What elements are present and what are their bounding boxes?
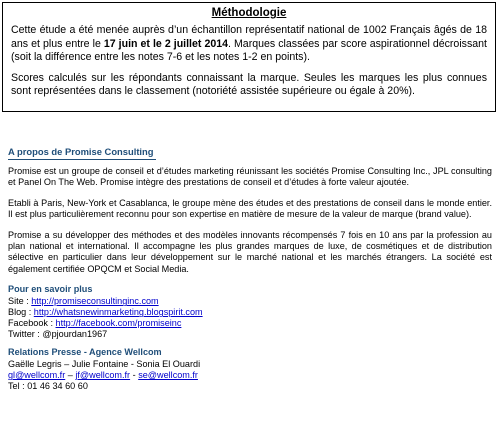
facebook-label: Facebook : bbox=[8, 318, 56, 329]
methodology-paragraph-1 bbox=[11, 24, 487, 65]
email-jf-link[interactable]: jf@wellcom.fr bbox=[75, 370, 131, 381]
more-info-title: Pour en savoir plus bbox=[8, 284, 93, 295]
site-label: Site : bbox=[8, 296, 32, 307]
facebook-line bbox=[8, 318, 492, 329]
methodology-dates: 17 juin et le 2 juillet 2014 bbox=[103, 37, 229, 50]
methodology-title: Méthodologie bbox=[211, 7, 287, 19]
separator: - bbox=[130, 370, 139, 381]
about-paragraph-3: Promise a su développer des méthodes et des modèles innovants récompensés 7 fois en 10 ans par la profession au plan national et international. Il accompagne les plus grandes marques de luxe, de cosmétiques et de distribution sélective en particulier dans leur développement sur le marché national et les marchés étrangers. La société est également certifiée OPQCM et Social Media. bbox=[8, 229, 492, 274]
title-underline bbox=[8, 159, 156, 160]
blog-label: Blog : bbox=[8, 307, 34, 318]
separator: – bbox=[65, 370, 76, 381]
about-paragraph-1: Promise est un groupe de conseil et d’études marketing réunissant les sociétés Promise Consulting Inc., JPL consulting et Panel On The Web. Promise intègre des prestations de conseil et d’études à forte valeur ajoutée. bbox=[8, 166, 492, 188]
methodology-text: . Marques classées par score aspirationnel décroissant (soit la différence entre les notes 7-6 et les notes 1-2 en points). bbox=[11, 37, 487, 63]
press-phone: Tel : 01 46 34 60 60 bbox=[8, 381, 88, 392]
about-paragraph-2: Etabli à Paris, New-York et Casablanca, le groupe mène des études et des prestations de conseil dans le monde entier. Il est plus particulièrement reconnu pour son expertise en matière de mesure de la valeur de marque (brand value). bbox=[8, 197, 492, 220]
email-se-link[interactable]: se@wellcom.fr bbox=[138, 370, 198, 381]
about-section bbox=[8, 146, 492, 392]
press-names: Gaëlle Legris – Julie Fontaine - Sonia El Ouardi bbox=[8, 359, 201, 370]
about-title: A propos de Promise Consulting bbox=[8, 146, 154, 157]
blog-line bbox=[8, 307, 492, 318]
site-line bbox=[8, 296, 492, 307]
methodology-box bbox=[2, 2, 496, 112]
methodology-text: Cette étude a été menée auprès d’un échantillon représentatif national de 1002 Français âgés de 18 ans et plus entre le bbox=[11, 24, 487, 50]
site-link[interactable]: http://promiseconsultinginc.com bbox=[31, 296, 159, 307]
facebook-link[interactable]: http://facebook.com/promiseinc bbox=[55, 318, 182, 329]
blog-link[interactable]: http://whatsnewinmarketing.blogspirit.com bbox=[33, 307, 203, 318]
press-emails bbox=[8, 370, 492, 381]
email-gl-link[interactable]: gl@wellcom.fr bbox=[8, 370, 66, 381]
twitter-line: Twitter : @pjourdan1967 bbox=[8, 329, 108, 340]
methodology-paragraph-2: Scores calculés sur les répondants connaissant la marque. Seules les marques les plus connues sont représentées dans le classement (notoriété assistée supérieure ou égale à 20%). bbox=[11, 71, 487, 97]
press-title: Relations Presse - Agence Wellcom bbox=[8, 347, 162, 358]
